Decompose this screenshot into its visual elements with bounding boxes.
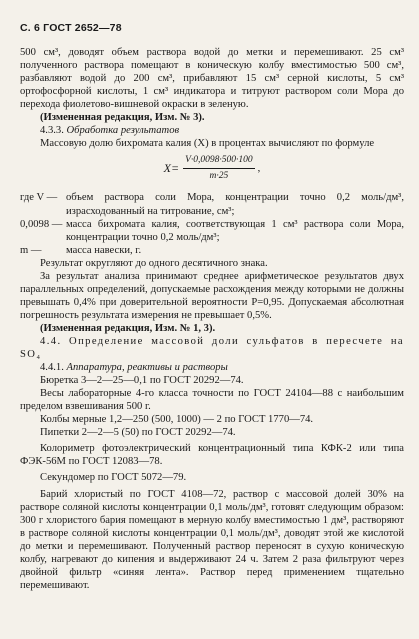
edit-note-2: (Измененная редакция, Изм. № 1, 3). [40,322,216,334]
formula-definitions [20,191,404,256]
page-header: С. 6 ГОСТ 2652—78 [20,22,122,34]
paragraph-mass-fraction: Массовую долю бихромата калия (X) в процентах вычисляют по формуле [40,138,375,150]
formula-comma: , [257,163,261,175]
definition-text: масса навески, г. [66,244,142,256]
edit-note-1: (Измененная редакция, Изм. № 3). [40,112,205,124]
list-item: Секундомер по ГОСТ 5072—79. [40,472,187,484]
formula-numerator: V·0,0098·500·100 [183,154,255,169]
section-4-3-3-title: Обработка результатов [66,125,180,137]
section-4-4-heading: 4.4. Определение массовой доли сульфатов в пересчете на SO₄ [20,335,404,361]
section-4-3-3-number: 4.3.3. [40,125,67,137]
list-item: Колориметр фотоэлектрический концентрационный типа КФК-2 или типа ФЭК-56М по ГОСТ 12083—78. [20,443,404,468]
definition-symbol: m — [20,244,42,256]
definition-symbol: где V — [20,192,58,204]
section-4-4-1-title: Аппаратура, реактивы и растворы [66,362,228,374]
section-4-4-1 [20,361,404,374]
paragraph-procedure: 500 см³, доводят объем раствора водой до метки и перемешивают. 25 см³ полученного раствора помещают в коническую колбу вместимостью 500 см³, разбавляют водой до 200 см³, прибавляют 15 см³ серной кислоты, 5 см³ ортофосфорной кислоты, 1 см³ индикатора и титруют раствором соли Мора до перехода фиолетово-вишневой окраски в зеленую. [20,47,404,111]
list-item: Колбы мерные 1,2—250 (500, 1000) — 2 по ГОСТ 1770—74. [40,414,314,426]
definition-symbol: 0,0098 — [20,218,63,230]
definition-text: масса бихромата калия, соответствующая 1 см³ раствора соли Мора, концентрации точно 0,2 моль/дм³; [66,218,404,243]
formula-lhs: X= [163,161,180,176]
formula-denominator: m·25 [209,171,229,182]
section-4-4-1-number: 4.4.1. [40,362,67,374]
list-item: Бюретка 3—2—25—0,1 по ГОСТ 20292—74. [40,375,244,387]
paragraph-rounding: Результат округляют до одного десятичного знака. [40,257,268,269]
list-item: Барий хлористый по ГОСТ 4108—72, раствор с массовой долей 30% на растворе соляной кислоты концентрации 0,1 моль/дм³, готовят следующим образом: 300 г хлористого бария помещают в мерную колбу вместимостью 1 дм³, растворяют в растворе соляной кислоты концентрации 0,1 моль/дм³, доводят этой же кислотой до метки и перемешивают. Полученный раствор переносят в сухую коническую колбу, нагревают до кипения и выдерживают 24 ч. Затем 2 раза фильтруют через двойной фильтр «синяя лента». Раствор перед применением тщательно перемешивают. [20,488,404,591]
document-body [20,46,404,592]
section-4-3-3 [20,124,404,137]
formula [20,154,404,183]
definition-text: объем раствора соли Мора, концентрации точно 0,2 моль/дм³, израсходованный на титрование, см³; [66,192,404,217]
paragraph-result: За результат анализа принимают среднее арифметическое результатов двух параллельных определений, допускаемые расхождения между которыми не должны превышать 0,4% при доверительной вероятности P=0,95. Допускаемая абсолютная погрешность результата измерения не превышает 0,5%. [20,270,404,321]
list-item: Весы лабораторные 4-го класса точности по ГОСТ 24104—88 с наибольшим пределом взвешивания 500 г. [20,388,404,413]
list-item: Пипетки 2—2—5 (50) по ГОСТ 20292—74. [40,427,236,439]
formula-fraction [183,154,255,183]
